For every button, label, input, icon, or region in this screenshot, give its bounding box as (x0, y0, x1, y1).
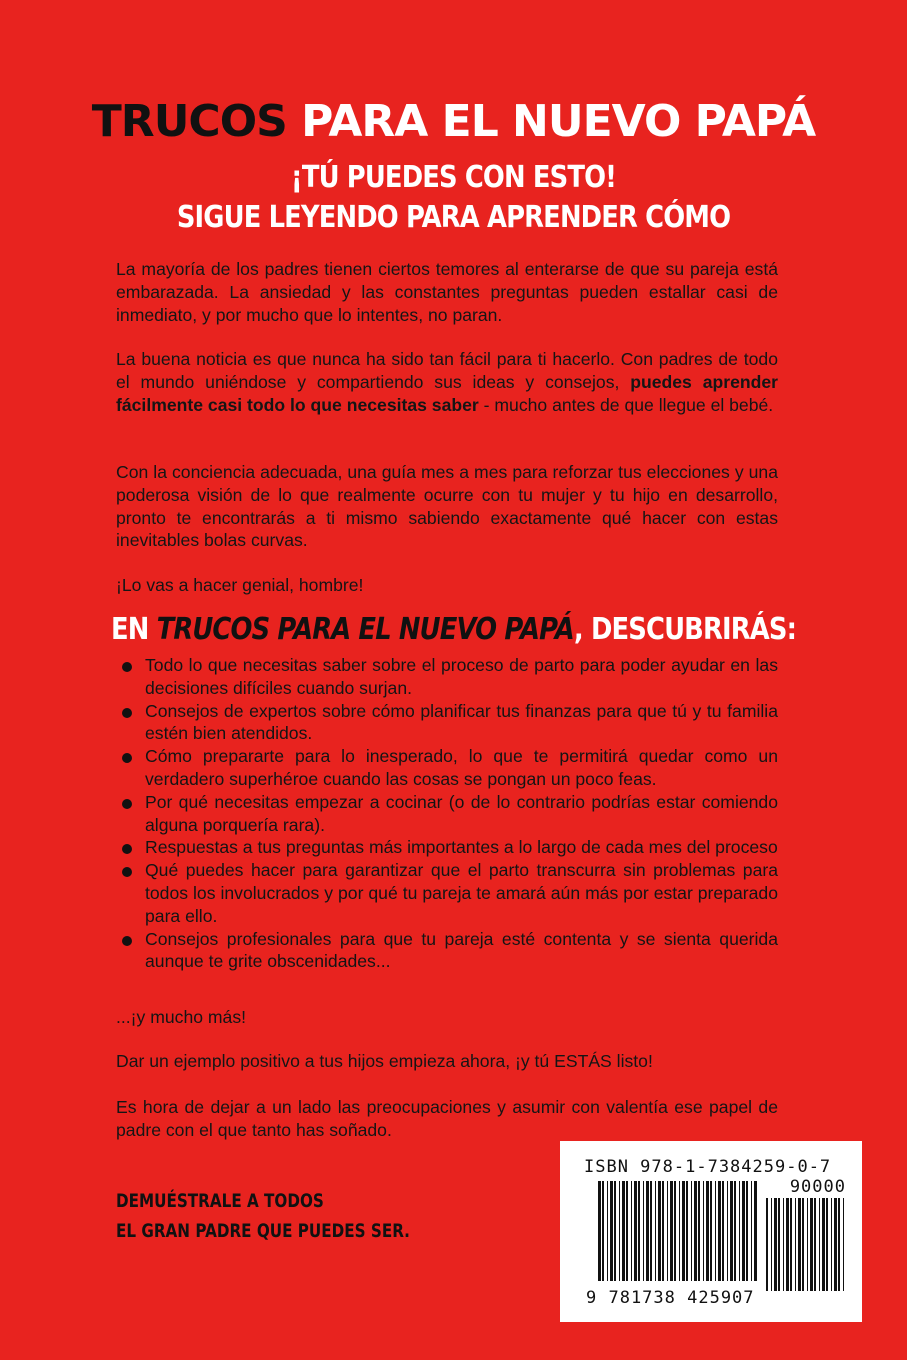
barcode-panel (560, 1141, 862, 1322)
subtitle-line-2: SIGUE LEYENDO PARA APRENDER CÓMO (176, 200, 731, 235)
barcode-digits: 9 781738 425907 (586, 1288, 755, 1308)
benefits-list (116, 654, 778, 973)
list-item (116, 700, 778, 746)
list-item (116, 859, 778, 927)
paragraph-good-news-bold: puedes aprender fácilmente casi todo lo que necesitas saber (116, 371, 778, 415)
list-item-text: Por qué necesitas empezar a cocinar (o de lo contrario podrías estar comiendo alguna porquería rara). (145, 791, 778, 835)
paragraph-encouragement: ¡Lo vas a hacer genial, hombre! (116, 575, 364, 595)
bullet-dot-icon (122, 708, 132, 718)
price-code: 90000 (789, 1177, 846, 1197)
list-item-text: Respuestas a tus preguntas más importantes a lo largo de cada mes del proceso (145, 837, 778, 858)
barcode-main-icon (598, 1181, 758, 1281)
list-item-text: Consejos profesionales para que tu pareja esté contenta y se sienta querida aunque te grite obscenidades... (145, 928, 778, 972)
isbn-label: ISBN 978-1-7384259-0-7 (584, 1157, 832, 1177)
list-item-text: Cómo prepararte para lo inesperado, lo que te permitirá quedar como un verdadero superhéroe cuando las cosas se pongan un poco feas. (145, 746, 778, 789)
bullet-dot-icon (122, 867, 132, 877)
closing-line-1: DEMUÉSTRALE A TODOS (116, 1190, 324, 1212)
list-item (116, 928, 778, 974)
list-item-text: Qué puedes hacer para garantizar que el parto transcurra sin problemas para todos los involucrados y por qué tu pareja te amará aún más por estar preparado para ello. (145, 860, 778, 926)
bullet-dot-icon (122, 799, 132, 809)
paragraph-good-news-start: La buena noticia es que nunca ha sido tan fácil para ti hacerlo. Con padres de todo el mundo uniéndose y compartiendo sus ideas y consejos, (116, 349, 778, 392)
bullet-dot-icon (122, 936, 132, 946)
paragraph-intro: La mayoría de los padres tienen ciertos temores al enterarse de que su pareja está embarazada. La ansiedad y las constantes preguntas pueden estallar casi de inmediato, y por mucho que lo intentes, no paran. (116, 259, 778, 325)
list-item-text: Consejos de expertos sobre cómo planificar tus finanzas para que tú y tu familia estén bien atendidos. (145, 700, 778, 744)
barcode-addon-icon (766, 1198, 844, 1291)
list-item (116, 745, 778, 791)
and-much-more: ...¡y mucho más! (116, 1007, 247, 1027)
list-item (116, 654, 778, 700)
paragraph-good-news-end: - mucho antes de que llegue el bebé. (478, 394, 774, 415)
section-heading-end: , DESCUBRIRÁS: (573, 612, 797, 647)
section-heading (63, 612, 843, 647)
list-item (116, 791, 778, 837)
closing-line-2: EL GRAN PADRE QUE PUEDES SER. (116, 1220, 410, 1242)
title-rest: PARA EL NUEVO PAPÁ (286, 96, 816, 147)
section-heading-start: EN (110, 612, 157, 647)
paragraph-time: Es hora de dejar a un lado las preocupaciones y asumir con valentía ese papel de padre con el que tanto has soñado. (116, 1097, 778, 1140)
list-item (116, 836, 778, 859)
paragraph-example: Dar un ejemplo positivo a tus hijos empieza ahora, ¡y tú ESTÁS listo! (116, 1051, 653, 1071)
subtitle-line-1: ¡TÚ PUEDES CON ESTO! (290, 160, 617, 195)
title-word-trucos: TRUCOS (91, 96, 287, 147)
bullet-dot-icon (122, 753, 132, 763)
list-item-text: Todo lo que necesitas saber sobre el proceso de parto para poder ayudar en las decisiones difíciles cuando surjan. (145, 655, 778, 698)
section-heading-title: TRUCOS PARA EL NUEVO PAPÁ (156, 612, 574, 647)
book-title (0, 96, 907, 147)
bullet-dot-icon (122, 662, 132, 672)
paragraph-good-news (116, 348, 778, 416)
bullet-dot-icon (122, 844, 132, 854)
paragraph-awareness: Con la conciencia adecuada, una guía mes a mes para reforzar tus elecciones y una poderosa visión de lo que realmente ocurre con tu mujer y tu hijo en desarrollo, pronto te encontrarás a ti mismo sabiendo exactamente qué hacer con estas inevitables bolas curvas. (116, 462, 778, 551)
